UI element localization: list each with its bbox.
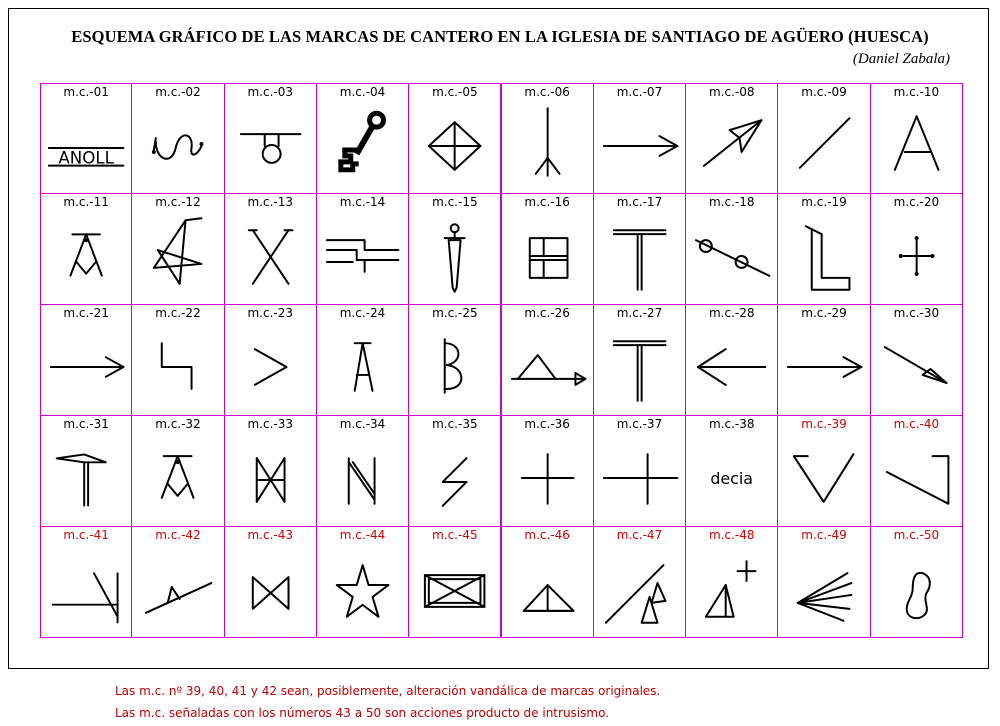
- sword-icon: [409, 210, 500, 302]
- mark-label: m.c.-45: [432, 528, 478, 542]
- mark-label: m.c.-18: [708, 195, 755, 209]
- author-credit: (Daniel Zabala): [852, 51, 950, 67]
- t-shape-icon: [594, 321, 685, 413]
- mark-label: m.c.-05: [432, 85, 478, 99]
- mark-cell: [685, 193, 778, 305]
- mark-label: m.c.-50: [893, 528, 940, 542]
- mark-cell: [224, 193, 317, 305]
- mark-label: m.c.-19: [801, 195, 847, 209]
- arrow-right-icon: [594, 100, 685, 192]
- key-icon: [317, 100, 408, 192]
- s-curve-icon: [132, 100, 223, 192]
- letter-h-icon: [225, 432, 316, 524]
- crossed-box-icon: [409, 543, 500, 635]
- mark-cell: [224, 304, 317, 416]
- mark-label: m.c.-11: [63, 195, 109, 209]
- mark-cell: [501, 526, 594, 638]
- mark-label: m.c.-07: [616, 85, 663, 99]
- mark-cell: [870, 83, 963, 194]
- mark-label: m.c.-24: [339, 306, 386, 320]
- mark-cell: [501, 415, 594, 527]
- mark-cell: [408, 304, 501, 416]
- x-cross-icon: [225, 210, 316, 302]
- mark-cell: [40, 83, 132, 194]
- t-shape-icon: [594, 210, 685, 302]
- mark-cell: [224, 415, 317, 527]
- mark-label: m.c.-01: [63, 85, 109, 99]
- fan-rays-icon: [778, 543, 869, 635]
- diagonal-arrowhead-icon: [871, 321, 962, 413]
- mark-label: m.c.-26: [524, 306, 570, 320]
- marks-grid: [40, 83, 963, 638]
- mark-cell: [777, 415, 870, 527]
- mark-label: m.c.-02: [155, 85, 201, 99]
- mark-label: m.c.-29: [801, 306, 847, 320]
- letter-v-icon: [778, 432, 869, 524]
- mark-label: m.c.-32: [155, 417, 201, 431]
- mark-label: m.c.-16: [524, 195, 570, 209]
- anoll-inscription-icon: [41, 100, 131, 192]
- arrow-right-icon: [41, 321, 131, 413]
- trident-down-icon: [502, 100, 593, 192]
- mark-label: m.c.-06: [524, 85, 570, 99]
- mark-label: m.c.-38: [708, 417, 755, 431]
- mark-label: m.c.-43: [247, 528, 293, 542]
- mark-cell: [501, 304, 594, 416]
- mark-cell: [316, 415, 409, 527]
- compass-a-icon: [132, 432, 223, 524]
- triangle-split-icon: [502, 543, 593, 635]
- mark-cell: [685, 415, 778, 527]
- mark-label: m.c.-49: [801, 528, 847, 542]
- mark-label: m.c.-22: [155, 306, 201, 320]
- compass-a-small-icon: [317, 321, 408, 413]
- mark-label: m.c.-44: [339, 528, 386, 542]
- diagonal-triangles-icon: [594, 543, 685, 635]
- mark-cell: [685, 526, 778, 638]
- svg-text:ANOLL: ANOLL: [58, 148, 114, 168]
- triangle-arrow-icon: [502, 321, 593, 413]
- mark-label: m.c.-34: [339, 417, 386, 431]
- mark-cell: [316, 304, 409, 416]
- foot-outline-icon: [871, 543, 962, 635]
- mark-cell: [316, 83, 409, 194]
- mark-label: m.c.-09: [801, 85, 847, 99]
- mark-cell: [131, 526, 224, 638]
- mark-cell: [593, 526, 686, 638]
- mark-cell: [870, 415, 963, 527]
- footnote-intrusion: Las m.c. señaladas con los números 43 a 50 son acciones producto de intrusismo.: [115, 706, 610, 720]
- mark-label: m.c.-46: [524, 528, 570, 542]
- mark-label: m.c.-25: [432, 306, 478, 320]
- plus-cross-wide-icon: [594, 432, 685, 524]
- mark-label: m.c.-08: [708, 85, 755, 99]
- mark-cell: [593, 83, 686, 194]
- letter-b-icon: [409, 321, 500, 413]
- compass-a-icon: [41, 210, 131, 302]
- box-bars-icon: [502, 210, 593, 302]
- line-diagonal-bar-icon: [41, 543, 131, 635]
- mark-cell: [870, 304, 963, 416]
- mark-cell: [224, 526, 317, 638]
- mark-cell: [685, 83, 778, 194]
- mark-label: m.c.-48: [708, 528, 755, 542]
- mark-cell: [777, 193, 870, 305]
- mark-label: m.c.-15: [432, 195, 478, 209]
- mark-cell: [40, 526, 132, 638]
- mark-label: m.c.-41: [63, 528, 109, 542]
- arrow-up-right-feathered-icon: [686, 100, 777, 192]
- star-icon: [317, 543, 408, 635]
- mark-label: m.c.-30: [893, 306, 940, 320]
- svg-text:decia: decia: [710, 468, 754, 488]
- mark-cell: [131, 83, 224, 194]
- mark-cell: [501, 83, 594, 194]
- mark-cell: [40, 193, 132, 305]
- mark-label: m.c.-39: [801, 417, 847, 431]
- footnote-vandalism: Las m.c. nº 39, 40, 41 y 42 sean, posiblemente, alteración vandálica de marcas originales.: [115, 684, 661, 698]
- decia-inscription-icon: [686, 432, 777, 524]
- bowtie-icon: [225, 543, 316, 635]
- triangle-plus-icon: [686, 543, 777, 635]
- l-shape-icon: [778, 210, 869, 302]
- circle-under-bar-icon: [225, 100, 316, 192]
- step-lines-icon: [317, 210, 408, 302]
- diagonal-line-icon: [778, 100, 869, 192]
- slope-triangle-icon: [132, 543, 223, 635]
- mark-label: m.c.-42: [155, 528, 201, 542]
- letter-n-icon: [317, 432, 408, 524]
- diamond-cross-icon: [409, 100, 500, 192]
- mark-cell: [131, 193, 224, 305]
- mark-cell: [40, 304, 132, 416]
- letter-a-icon: [871, 100, 962, 192]
- mark-cell: [501, 193, 594, 305]
- mark-cell: [408, 526, 501, 638]
- mark-label: m.c.-17: [616, 195, 663, 209]
- mark-label: m.c.-40: [893, 417, 940, 431]
- mark-label: m.c.-28: [708, 306, 755, 320]
- mark-cell: [593, 304, 686, 416]
- mark-cell: [685, 304, 778, 416]
- mark-cell: [408, 415, 501, 527]
- mark-label: m.c.-37: [616, 417, 663, 431]
- star-scribble-icon: [132, 210, 223, 302]
- mark-label: m.c.-12: [155, 195, 201, 209]
- mark-label: m.c.-14: [339, 195, 386, 209]
- mark-cell: [224, 83, 317, 194]
- mark-label: m.c.-04: [339, 85, 386, 99]
- mark-cell: [593, 193, 686, 305]
- mark-cell: [316, 193, 409, 305]
- mark-label: m.c.-31: [63, 417, 109, 431]
- dotted-cross-icon: [871, 210, 962, 302]
- mark-cell: [316, 526, 409, 638]
- arrow-left-icon: [686, 321, 777, 413]
- zigzag-step-icon: [132, 321, 223, 413]
- mark-label: m.c.-03: [247, 85, 293, 99]
- mark-cell: [870, 193, 963, 305]
- mark-cell: [131, 304, 224, 416]
- mark-label: m.c.-13: [247, 195, 293, 209]
- mark-label: m.c.-10: [893, 85, 940, 99]
- plus-cross-icon: [502, 432, 593, 524]
- mark-cell: [593, 415, 686, 527]
- arrow-right-icon: [778, 321, 869, 413]
- mark-label: m.c.-20: [893, 195, 940, 209]
- mark-cell: [408, 83, 501, 194]
- page-title: ESQUEMA GRÁFICO DE LAS MARCAS DE CANTERO EN LA IGLESIA DE SANTIAGO DE AGÜERO (HUESCA): [71, 27, 929, 46]
- mark-cell: [131, 415, 224, 527]
- pickaxe-icon: [41, 432, 131, 524]
- mark-label: m.c.-23: [247, 306, 293, 320]
- mark-label: m.c.-33: [247, 417, 293, 431]
- mark-label: m.c.-27: [616, 306, 663, 320]
- mark-cell: [777, 83, 870, 194]
- mark-cell: [777, 526, 870, 638]
- lightning-icon: [409, 432, 500, 524]
- circles-on-line-icon: [686, 210, 777, 302]
- mark-label: m.c.-35: [432, 417, 478, 431]
- mark-cell: [40, 415, 132, 527]
- mark-label: m.c.-36: [524, 417, 570, 431]
- mark-cell: [408, 193, 501, 305]
- mark-cell: [870, 526, 963, 638]
- mark-label: m.c.-47: [616, 528, 663, 542]
- mark-label: m.c.-21: [63, 306, 109, 320]
- mark-cell: [777, 304, 870, 416]
- angle-z-icon: [871, 432, 962, 524]
- chevron-right-icon: [225, 321, 316, 413]
